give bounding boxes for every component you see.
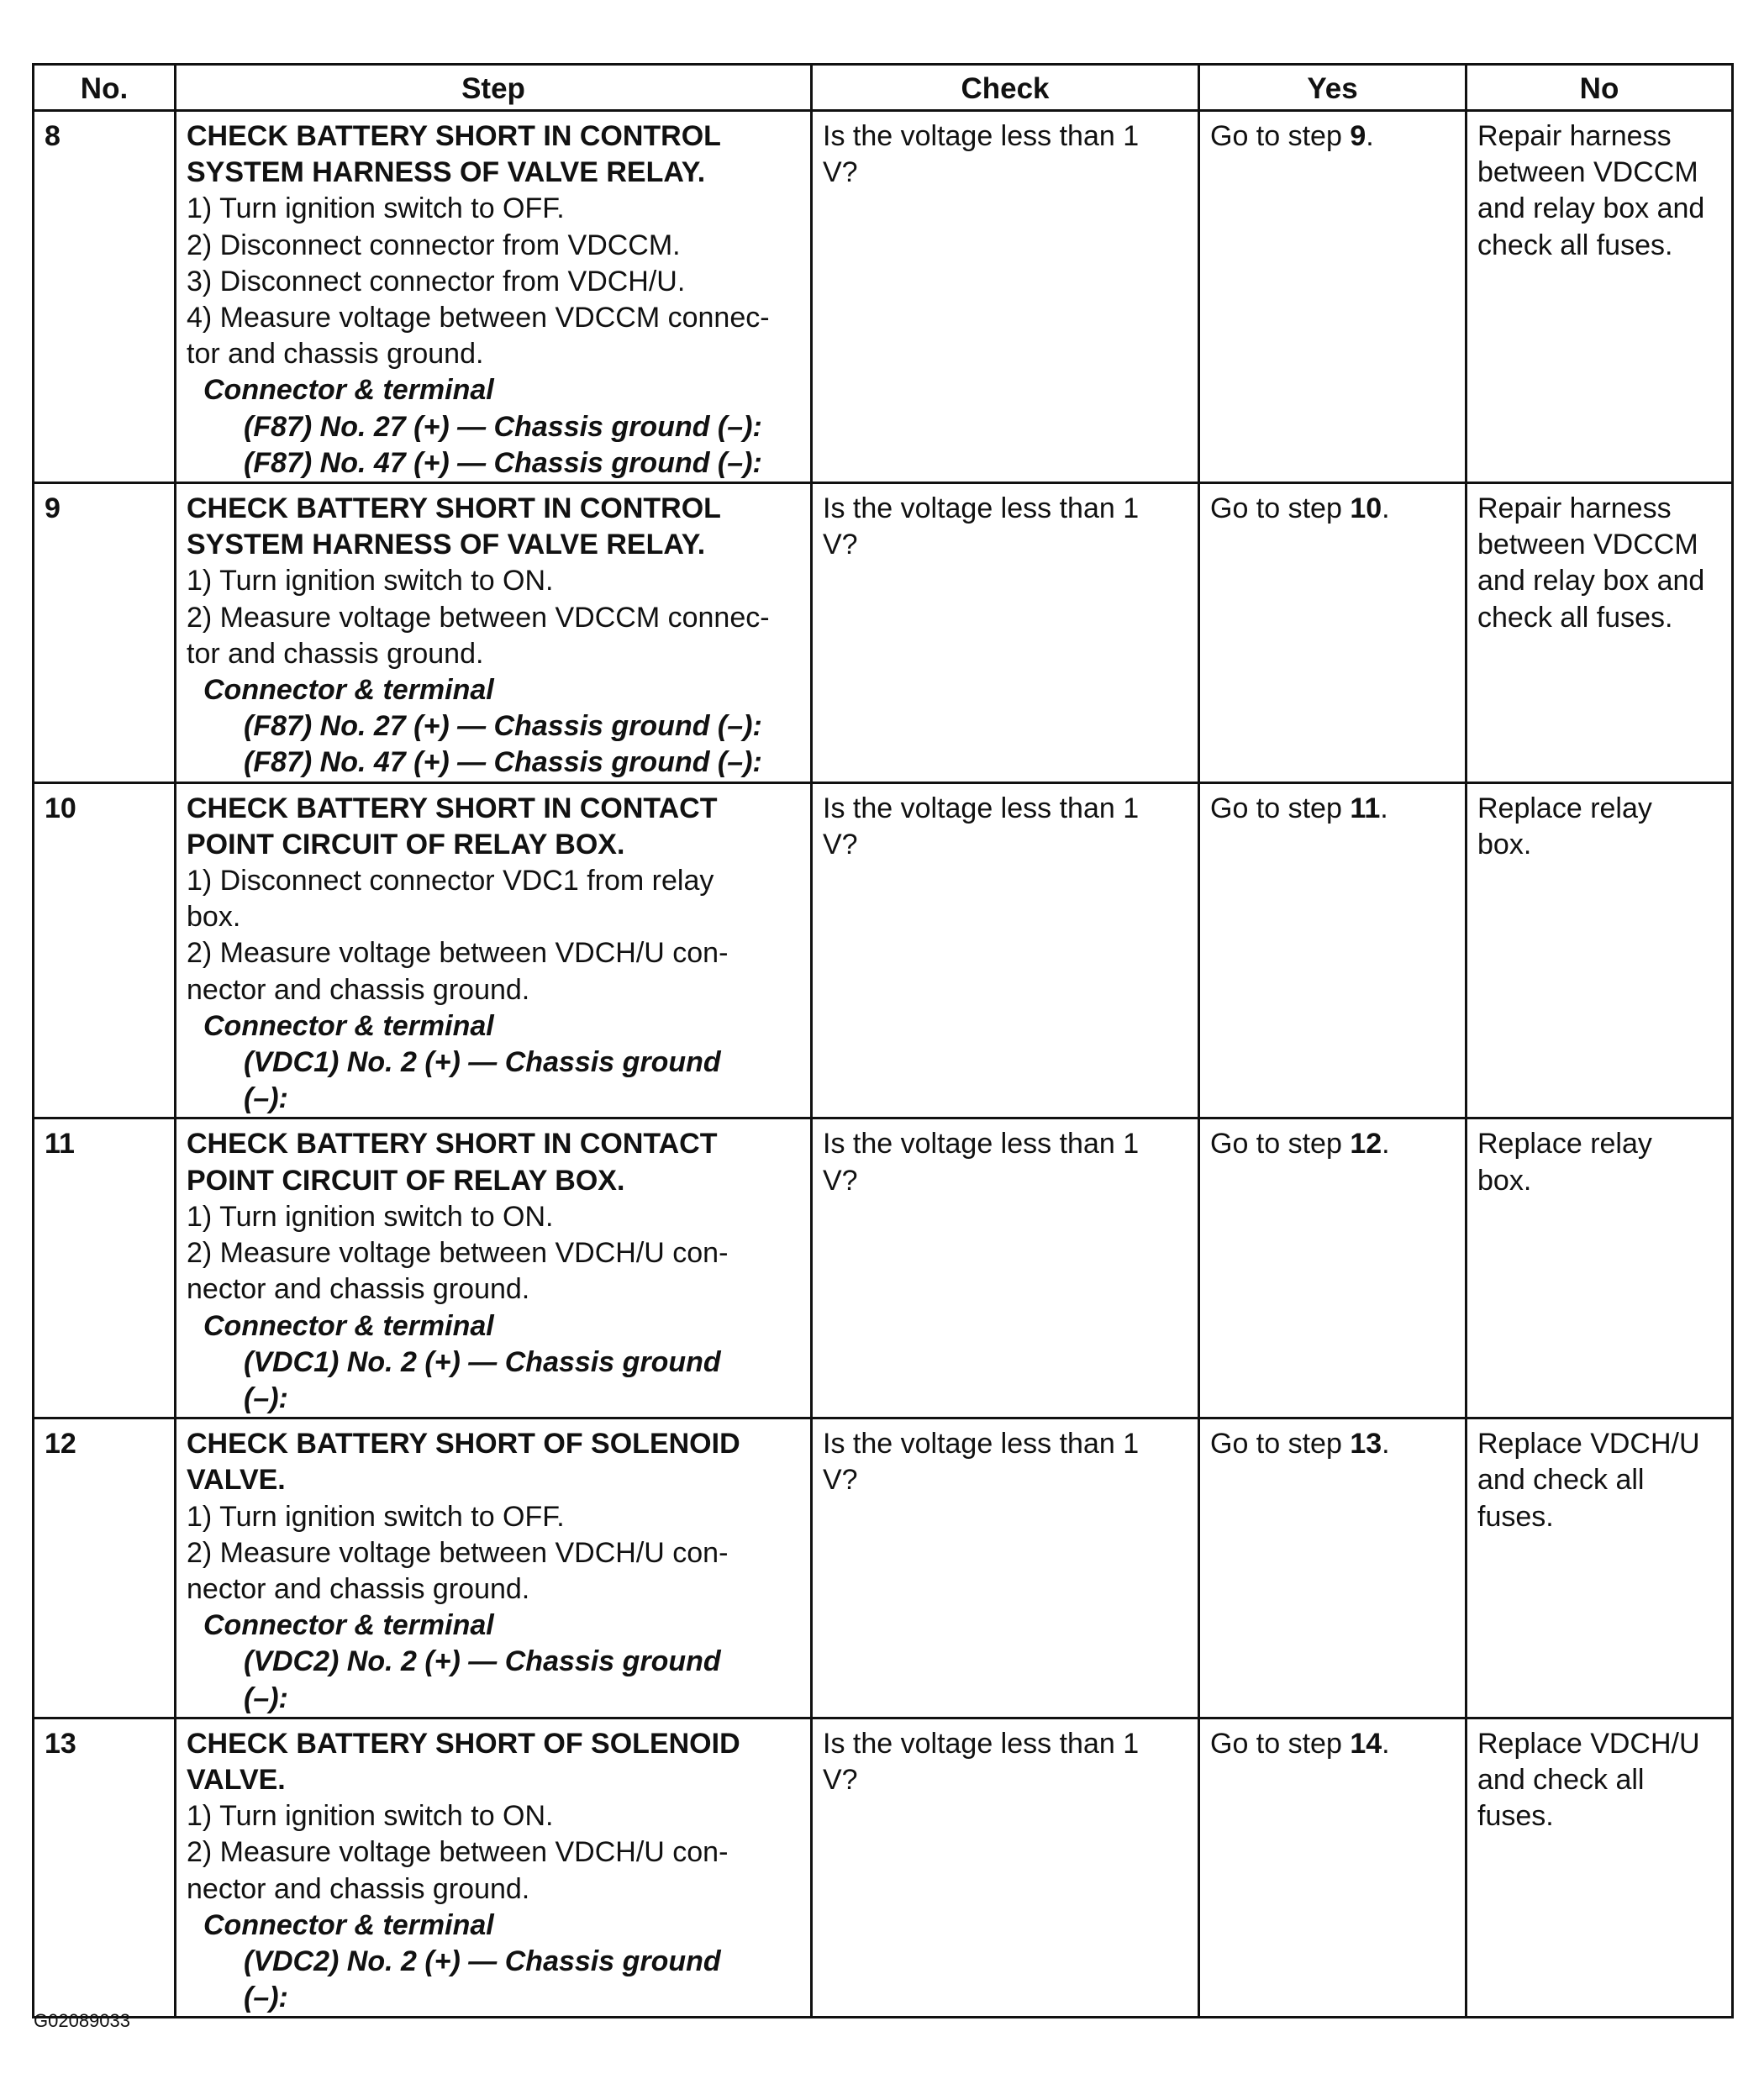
connector-terminals <box>187 409 802 482</box>
step-cell <box>176 483 812 783</box>
check-cell <box>812 111 1199 483</box>
yes-prefix: Go to step <box>1210 1128 1351 1161</box>
step-instructions <box>187 191 802 372</box>
table-row <box>34 1118 1733 1418</box>
connector-terminals <box>187 1045 802 1117</box>
step-number-cell <box>34 1118 176 1418</box>
step-cell <box>176 111 812 483</box>
yes-suffix: . <box>1366 120 1374 152</box>
step-title: CHECK BATTERY SHORT IN CONTACT POINT CIRCUIT OF RELAY BOX. <box>187 792 718 861</box>
no-action-cell <box>1466 1718 1733 2018</box>
connector-terminal-item: (F87) No. 47 (+) — Chassis ground (–): <box>244 446 762 479</box>
diagnostic-table <box>32 63 1734 2018</box>
step-number-cell <box>34 483 176 783</box>
yes-prefix: Go to step <box>1210 1428 1351 1461</box>
step-title: CHECK BATTERY SHORT IN CONTACT POINT CIRCUIT OF RELAY BOX. <box>187 1128 718 1197</box>
connector-terminal-item: (VDC1) No. 2 (+) — Chassis ground (–): <box>244 1345 721 1414</box>
connector-heading: Connector & terminal <box>203 374 494 407</box>
step-instructions <box>187 1798 802 1908</box>
header-yes: Yes <box>1199 65 1466 111</box>
yes-step-number: 12 <box>1350 1128 1382 1161</box>
step-instructions <box>187 1499 802 1608</box>
yes-prefix: Go to step <box>1210 1727 1351 1760</box>
no-action-cell <box>1466 1418 1733 1718</box>
no-action-cell <box>1466 782 1733 1118</box>
connector-terminal-item: (VDC2) No. 2 (+) — Chassis ground (–): <box>244 1945 721 2014</box>
no-action-cell <box>1466 111 1733 483</box>
connector-heading: Connector & terminal <box>203 1309 494 1342</box>
step-cell <box>176 1718 812 2018</box>
step-number: 10 <box>45 792 76 824</box>
step-title: CHECK BATTERY SHORT IN CONTROL SYSTEM HARNESS OF VALVE RELAY. <box>187 492 721 561</box>
step-instruction-line: 2) Measure voltage between VDCH/U con- nector and chassis ground. <box>187 937 729 1006</box>
table-row <box>34 1718 1733 2018</box>
yes-suffix: . <box>1382 1727 1390 1760</box>
step-number: 9 <box>45 492 61 525</box>
check-question: Is the voltage less than 1 V? <box>823 120 1140 189</box>
yes-step-number: 14 <box>1350 1727 1382 1760</box>
step-number-cell <box>34 1418 176 1718</box>
yes-prefix: Go to step <box>1210 492 1351 525</box>
step-instructions <box>187 1199 802 1308</box>
check-cell <box>812 483 1199 783</box>
yes-suffix: . <box>1380 792 1388 824</box>
yes-step-number: 9 <box>1350 120 1366 152</box>
step-instruction-line: 3) Disconnect connector from VDCH/U. <box>187 265 686 297</box>
check-question: Is the voltage less than 1 V? <box>823 792 1140 861</box>
step-cell <box>176 1418 812 1718</box>
no-action: Repair harness between VDCCM and relay box and check all fuses. <box>1477 120 1705 261</box>
step-instruction-line: 1) Turn ignition switch to OFF. <box>187 1500 565 1533</box>
table-header-row <box>34 65 1733 111</box>
check-question: Is the voltage less than 1 V? <box>823 1727 1140 1796</box>
yes-suffix: . <box>1382 1428 1390 1461</box>
check-cell <box>812 1118 1199 1418</box>
step-instruction-line: 1) Turn ignition switch to OFF. <box>187 192 565 225</box>
no-action-cell <box>1466 1118 1733 1418</box>
yes-cell <box>1199 1418 1466 1718</box>
step-instruction-line: 2) Disconnect connector from VDCCM. <box>187 229 681 261</box>
connector-terminals <box>187 1644 802 1716</box>
yes-prefix: Go to step <box>1210 120 1351 152</box>
no-action: Replace relay box. <box>1477 1128 1652 1197</box>
yes-cell <box>1199 483 1466 783</box>
connector-terminals <box>187 1345 802 1417</box>
step-instruction-line: 1) Turn ignition switch to ON. <box>187 1800 554 1833</box>
yes-cell <box>1199 111 1466 483</box>
yes-prefix: Go to step <box>1210 792 1351 824</box>
yes-suffix: . <box>1382 1128 1390 1161</box>
step-cell <box>176 782 812 1118</box>
no-action: Replace VDCH/U and check all fuses. <box>1477 1428 1700 1533</box>
yes-cell <box>1199 1118 1466 1418</box>
figure-id: G02089033 <box>34 2010 130 2031</box>
step-number-cell <box>34 1718 176 2018</box>
step-instruction-line: 2) Measure voltage between VDCH/U con- nector and chassis ground. <box>187 1536 729 1605</box>
step-instruction-line: 4) Measure voltage between VDCCM connec- tor and chassis ground. <box>187 302 770 371</box>
step-instruction-line: 2) Measure voltage between VDCH/U con- nector and chassis ground. <box>187 1237 729 1306</box>
header-no: No. <box>34 65 176 111</box>
table-row <box>34 111 1733 483</box>
connector-terminals <box>187 1944 802 2016</box>
step-instruction-line: 1) Turn ignition switch to ON. <box>187 565 554 597</box>
check-cell <box>812 1718 1199 2018</box>
check-cell <box>812 1418 1199 1718</box>
connector-terminal-item: (F87) No. 27 (+) — Chassis ground (–): <box>244 410 762 443</box>
connector-terminal-item: (F87) No. 27 (+) — Chassis ground (–): <box>244 710 762 743</box>
no-action: Replace VDCH/U and check all fuses. <box>1477 1727 1700 1833</box>
check-question: Is the voltage less than 1 V? <box>823 1128 1140 1197</box>
yes-suffix: . <box>1382 492 1390 525</box>
step-instructions <box>187 563 802 672</box>
step-title: CHECK BATTERY SHORT OF SOLENOID VALVE. <box>187 1428 740 1497</box>
step-number: 13 <box>45 1727 76 1760</box>
connector-terminal-item: (VDC1) No. 2 (+) — Chassis ground (–): <box>244 1046 721 1115</box>
step-title: CHECK BATTERY SHORT IN CONTROL SYSTEM HARNESS OF VALVE RELAY. <box>187 120 721 189</box>
table-row <box>34 483 1733 783</box>
connector-terminal-item: (F87) No. 47 (+) — Chassis ground (–): <box>244 746 762 779</box>
connector-heading: Connector & terminal <box>203 1908 494 1941</box>
step-instructions <box>187 863 802 1008</box>
yes-step-number: 11 <box>1350 792 1381 824</box>
step-cell <box>176 1118 812 1418</box>
connector-terminal-item: (VDC2) No. 2 (+) — Chassis ground (–): <box>244 1645 721 1714</box>
step-number: 8 <box>45 120 61 152</box>
yes-cell <box>1199 1718 1466 2018</box>
yes-cell <box>1199 782 1466 1118</box>
connector-terminals <box>187 708 802 781</box>
check-question: Is the voltage less than 1 V? <box>823 1428 1140 1497</box>
step-title: CHECK BATTERY SHORT OF SOLENOID VALVE. <box>187 1727 740 1796</box>
yes-step-number: 13 <box>1350 1428 1382 1461</box>
check-cell <box>812 782 1199 1118</box>
yes-step-number: 10 <box>1350 492 1382 525</box>
step-instruction-line: 2) Measure voltage between VDCCM connec- tor and chassis ground. <box>187 601 770 670</box>
step-instruction-line: 1) Turn ignition switch to ON. <box>187 1200 554 1233</box>
connector-heading: Connector & terminal <box>203 1609 494 1642</box>
header-no-action: No <box>1466 65 1733 111</box>
no-action: Repair harness between VDCCM and relay box and check all fuses. <box>1477 492 1705 634</box>
step-instruction-line: 1) Disconnect connector VDC1 from relay box. <box>187 865 714 934</box>
connector-heading: Connector & terminal <box>203 674 494 707</box>
table-row <box>34 782 1733 1118</box>
step-instruction-line: 2) Measure voltage between VDCH/U con- nector and chassis ground. <box>187 1836 729 1905</box>
no-action-cell <box>1466 483 1733 783</box>
step-number: 11 <box>45 1128 75 1161</box>
step-number-cell <box>34 782 176 1118</box>
check-question: Is the voltage less than 1 V? <box>823 492 1140 561</box>
step-number: 12 <box>45 1428 76 1461</box>
step-number-cell <box>34 111 176 483</box>
table-row <box>34 1418 1733 1718</box>
no-action: Replace relay box. <box>1477 792 1652 861</box>
header-check: Check <box>812 65 1199 111</box>
connector-heading: Connector & terminal <box>203 1009 494 1042</box>
header-step: Step <box>176 65 812 111</box>
